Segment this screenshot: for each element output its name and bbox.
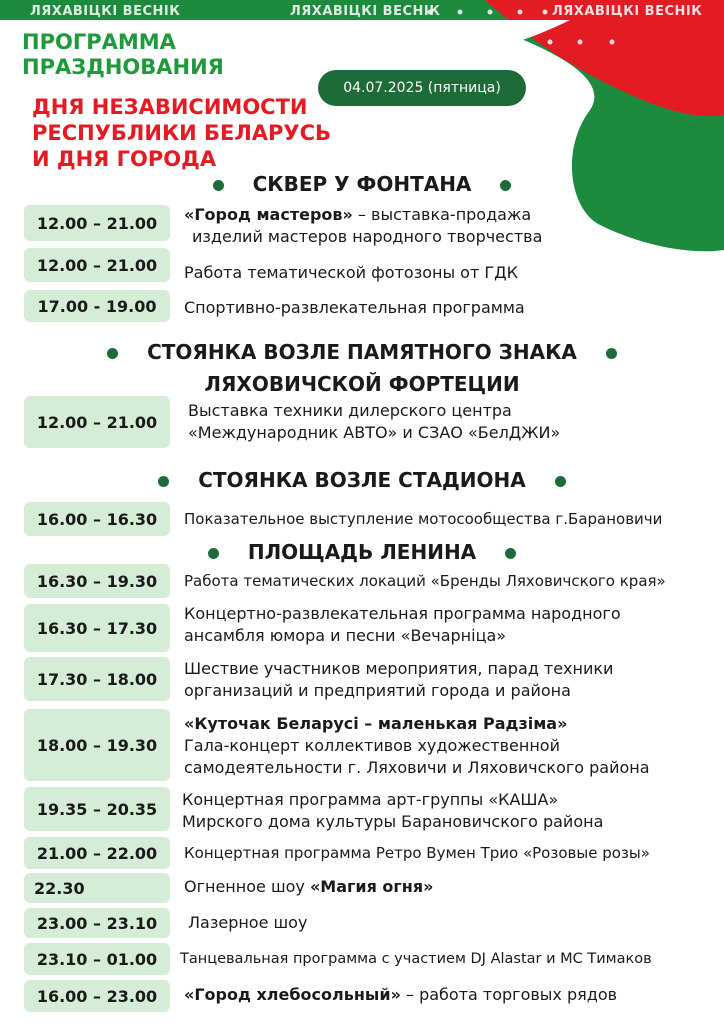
- title-holiday: ДНЯ НЕЗАВИСИМОСТИ РЕСПУБЛИКИ БЕЛАРУСЬ И ДНЯ ГОРОДА: [32, 95, 332, 171]
- masthead-watermark: ЛЯХАВІЦКІ ВЕСНІК: [30, 4, 181, 19]
- event-description: Показательное выступление мотосообщества г.Барановичи: [184, 510, 663, 528]
- event-time: 12.00 – 21.00: [24, 396, 170, 448]
- event-description: Работа тематической фотозоны от ГДК: [184, 263, 518, 282]
- title-program: ПРОГРАММА ПРАЗДНОВАНИЯ: [22, 30, 224, 79]
- event-description: Танцевальная программа с участием DJ Alastar и MC Тимаков: [180, 951, 652, 967]
- section-heading: СТОЯНКА ВОЗЛЕ СТАДИОНА: [0, 468, 724, 492]
- event-description: «Город хлебосольный» – работа торговых рядов: [184, 985, 618, 1004]
- section-heading: СТОЯНКА ВОЗЛЕ ПАМЯТНОГО ЗНАКА ЛЯХОВИЧСКОЙ ФОРТЕЦИИ: [0, 336, 724, 400]
- bullet-dot: [606, 348, 617, 359]
- bullet-dot: [213, 180, 224, 191]
- event-time: 18.00 – 19.30: [24, 709, 170, 781]
- event-time: 21.00 – 22.00: [24, 837, 170, 869]
- event-description: Выставка техники дилерского центра «Международник АВТО» и СЗАО «БелДЖИ»: [188, 401, 561, 442]
- event-description: Концертная программа арт-группы «КАША» Мирского дома культуры Барановичского района: [182, 790, 604, 831]
- event-description: Работа тематических локаций «Бренды Ляховичского края»: [184, 572, 666, 590]
- masthead-watermark: ЛЯХАВІЦКІ ВЕСНІК: [290, 4, 441, 19]
- section-heading: СКВЕР У ФОНТАНА: [0, 172, 724, 196]
- date-badge: 04.07.2025 (пятница): [318, 70, 526, 106]
- event-description: Спортивно-развлекательная программа: [184, 298, 525, 317]
- event-time: 12.00 – 21.00: [24, 205, 170, 241]
- event-time: 17.30 – 18.00: [24, 657, 170, 701]
- event-time: 16.00 – 23.00: [24, 980, 170, 1012]
- bullet-dot: [208, 548, 219, 559]
- event-description: Концертная программа Ретро Вумен Трио «Розовые розы»: [184, 844, 650, 862]
- masthead-watermark: ЛЯХАВІЦКІ ВЕСНІК: [552, 4, 703, 19]
- event-time: 22.30: [24, 873, 170, 903]
- event-time: 12.00 – 21.00: [24, 248, 170, 282]
- event-time: 16.30 – 19.30: [24, 564, 170, 598]
- event-time: 16.00 – 16.30: [24, 502, 170, 536]
- bullet-dot: [555, 476, 566, 487]
- event-time: 17.00 - 19.00: [24, 290, 170, 322]
- event-description: «Город мастеров» – выставка-продажа изделий мастеров народного творчества: [184, 205, 543, 246]
- event-description: Огненное шоу «Магия огня»: [184, 877, 434, 896]
- event-time: 19.35 – 20.35: [24, 787, 170, 831]
- section-heading: ПЛОЩАДЬ ЛЕНИНА: [0, 540, 724, 564]
- bullet-dot: [505, 548, 516, 559]
- event-time: 23.00 – 23.10: [24, 908, 170, 938]
- event-description: «Куточак Беларусі – маленькая Радзіма» Гала-концерт коллективов художественной самодеятельности г. Ляховичи и Ляховичского района: [184, 714, 650, 777]
- bullet-dot: [500, 180, 511, 191]
- bullet-dot: [158, 476, 169, 487]
- event-time: 16.30 – 17.30: [24, 604, 170, 652]
- bullet-dot: [107, 348, 118, 359]
- event-description: Лазерное шоу: [188, 913, 308, 932]
- event-description: Концертно-развлекательная программа народного ансамбля юмора и песни «Вечарніца»: [184, 604, 621, 645]
- event-description: Шествие участников мероприятия, парад техники организаций и предприятий города и района: [184, 659, 614, 700]
- event-time: 23.10 – 01.00: [24, 943, 170, 975]
